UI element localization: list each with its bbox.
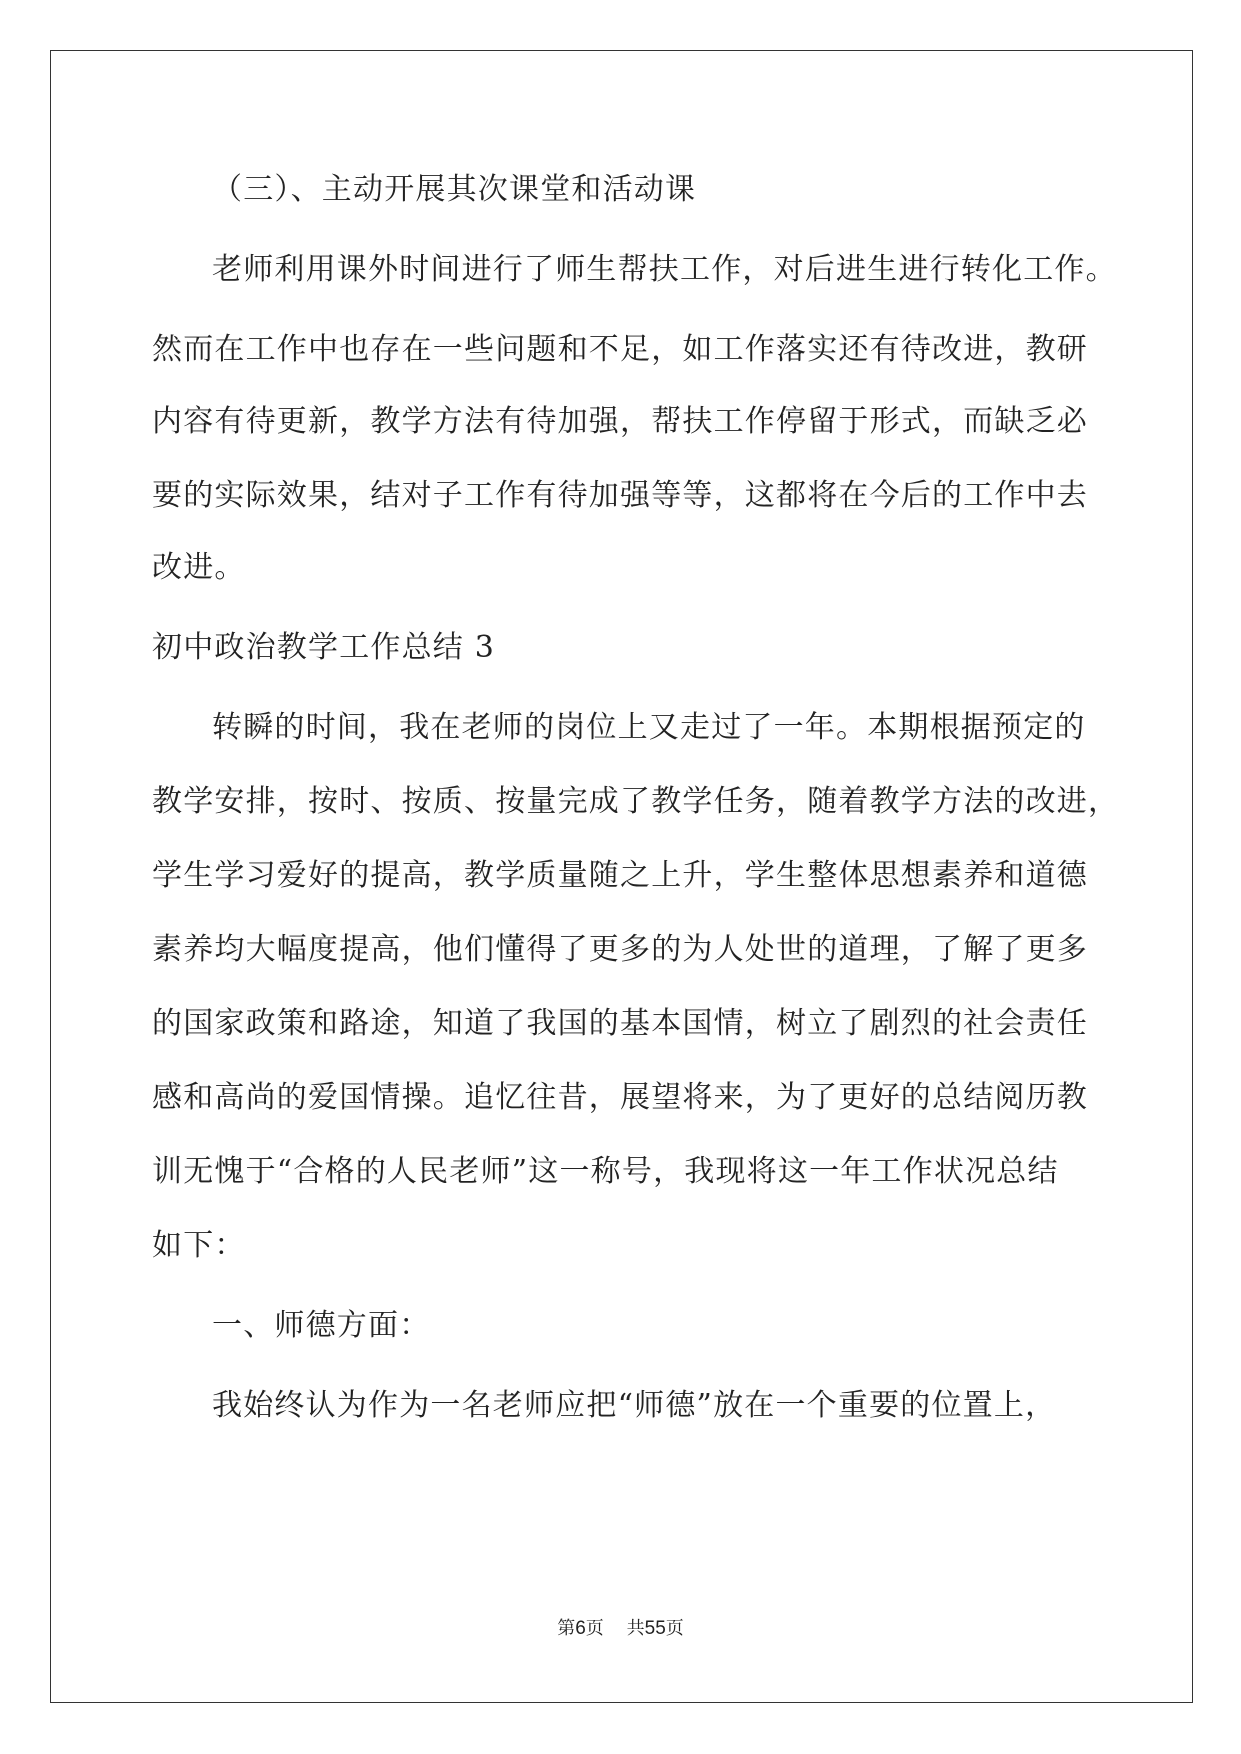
paragraph-line: 内容有待更新，教学方法有待加强，帮扶工作停留于形式，而缺乏必 [152, 404, 1088, 439]
paragraph-line: 然而在工作中也存在一些问题和不足，如工作落实还有待改进，教研 [152, 332, 1088, 367]
footer-page-suffix: 页 [585, 1618, 604, 1639]
paragraph-line: 素养均大幅度提高，他们懂得了更多的为人处世的道理，了解了更多 [152, 932, 1088, 967]
paragraph-line: 老师利用课外时间进行了师生帮扶工作，对后进生进行转化工作。 [212, 252, 1117, 287]
footer-total-prefix: 共 [626, 1618, 645, 1639]
paragraph-line: 学生学习爱好的提高，教学质量随之上升，学生整体思想素养和道德 [152, 858, 1088, 893]
paragraph-line: 我始终认为作为一名老师应把“师德”放在一个重要的位置上， [212, 1388, 1057, 1423]
paragraph-line: 教学安排，按时、按质、按量完成了教学任务，随着教学方法的改进， [152, 784, 1120, 819]
footer-page-number: 6 [575, 1618, 586, 1639]
paragraph-line: 要的实际效果，结对子工作有待加强等等，这都将在今后的工作中去 [152, 478, 1088, 513]
document-title: 初中政治教学工作总结 3 [152, 630, 496, 665]
footer-page-prefix: 第 [557, 1618, 576, 1639]
paragraph-line: 感和高尚的爱国情操。追忆往昔，展望将来，为了更好的总结阅历教 [152, 1080, 1088, 1115]
footer-total-suffix: 页 [665, 1618, 684, 1639]
paragraph-line: 的国家政策和路途，知道了我国的基本国情，树立了剧烈的社会责任 [152, 1006, 1088, 1041]
paragraph-line: 转瞬的时间，我在老师的岗位上又走过了一年。本期根据预定的 [212, 710, 1086, 745]
footer-total-pages: 55 [644, 1618, 666, 1639]
section-heading-3: （三）、主动开展其次课堂和活动课 [212, 172, 697, 207]
paragraph-line: 如下： [152, 1228, 246, 1263]
paragraph-line: 训无愧于“合格的人民老师”这一称号，我现将这一年工作状况总结 [152, 1154, 1059, 1189]
section-heading-1: 一、师德方面： [212, 1308, 431, 1343]
page-footer [0, 1617, 1241, 1641]
paragraph-line: 改进。 [152, 550, 246, 585]
